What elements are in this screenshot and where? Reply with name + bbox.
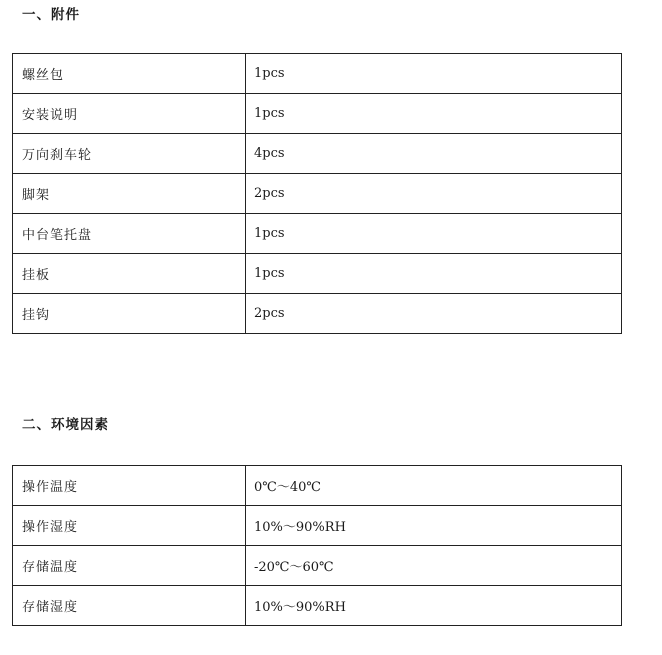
- item-quantity-cell: 1pcs: [246, 54, 622, 94]
- table-row: [13, 254, 622, 294]
- item-quantity-cell: 1pcs: [246, 214, 622, 254]
- condition-range-cell: 0℃～40℃: [246, 466, 622, 506]
- table-row: [13, 94, 622, 134]
- table-row: [13, 466, 622, 506]
- item-quantity-cell: 2pcs: [246, 174, 622, 214]
- section-title-accessories: 一、附件: [22, 7, 80, 23]
- table-row: [13, 586, 622, 626]
- table-row: [13, 134, 622, 174]
- item-name-cell: 脚架: [13, 174, 246, 214]
- environment-table: [12, 465, 622, 626]
- item-quantity-cell: 1pcs: [246, 94, 622, 134]
- item-name-cell: 挂钩: [13, 294, 246, 334]
- table-row: [13, 294, 622, 334]
- section-title-environment: 二、环境因素: [22, 417, 109, 433]
- table-row: [13, 214, 622, 254]
- item-quantity-cell: 4pcs: [246, 134, 622, 174]
- condition-range-cell: 10%～90%RH: [246, 506, 622, 546]
- condition-range-cell: -20℃～60℃: [246, 546, 622, 586]
- table-row: [13, 506, 622, 546]
- item-name-cell: 中台笔托盘: [13, 214, 246, 254]
- table-row: [13, 546, 622, 586]
- item-name-cell: 安装说明: [13, 94, 246, 134]
- condition-name-cell: 操作湿度: [13, 506, 246, 546]
- condition-name-cell: 存储温度: [13, 546, 246, 586]
- item-quantity-cell: 2pcs: [246, 294, 622, 334]
- item-name-cell: 挂板: [13, 254, 246, 294]
- condition-range-cell: 10%～90%RH: [246, 586, 622, 626]
- item-quantity-cell: 1pcs: [246, 254, 622, 294]
- condition-name-cell: 操作温度: [13, 466, 246, 506]
- table-row: [13, 174, 622, 214]
- condition-name-cell: 存储湿度: [13, 586, 246, 626]
- table-row: [13, 54, 622, 94]
- accessories-table: [12, 53, 622, 334]
- item-name-cell: 螺丝包: [13, 54, 246, 94]
- item-name-cell: 万向刹车轮: [13, 134, 246, 174]
